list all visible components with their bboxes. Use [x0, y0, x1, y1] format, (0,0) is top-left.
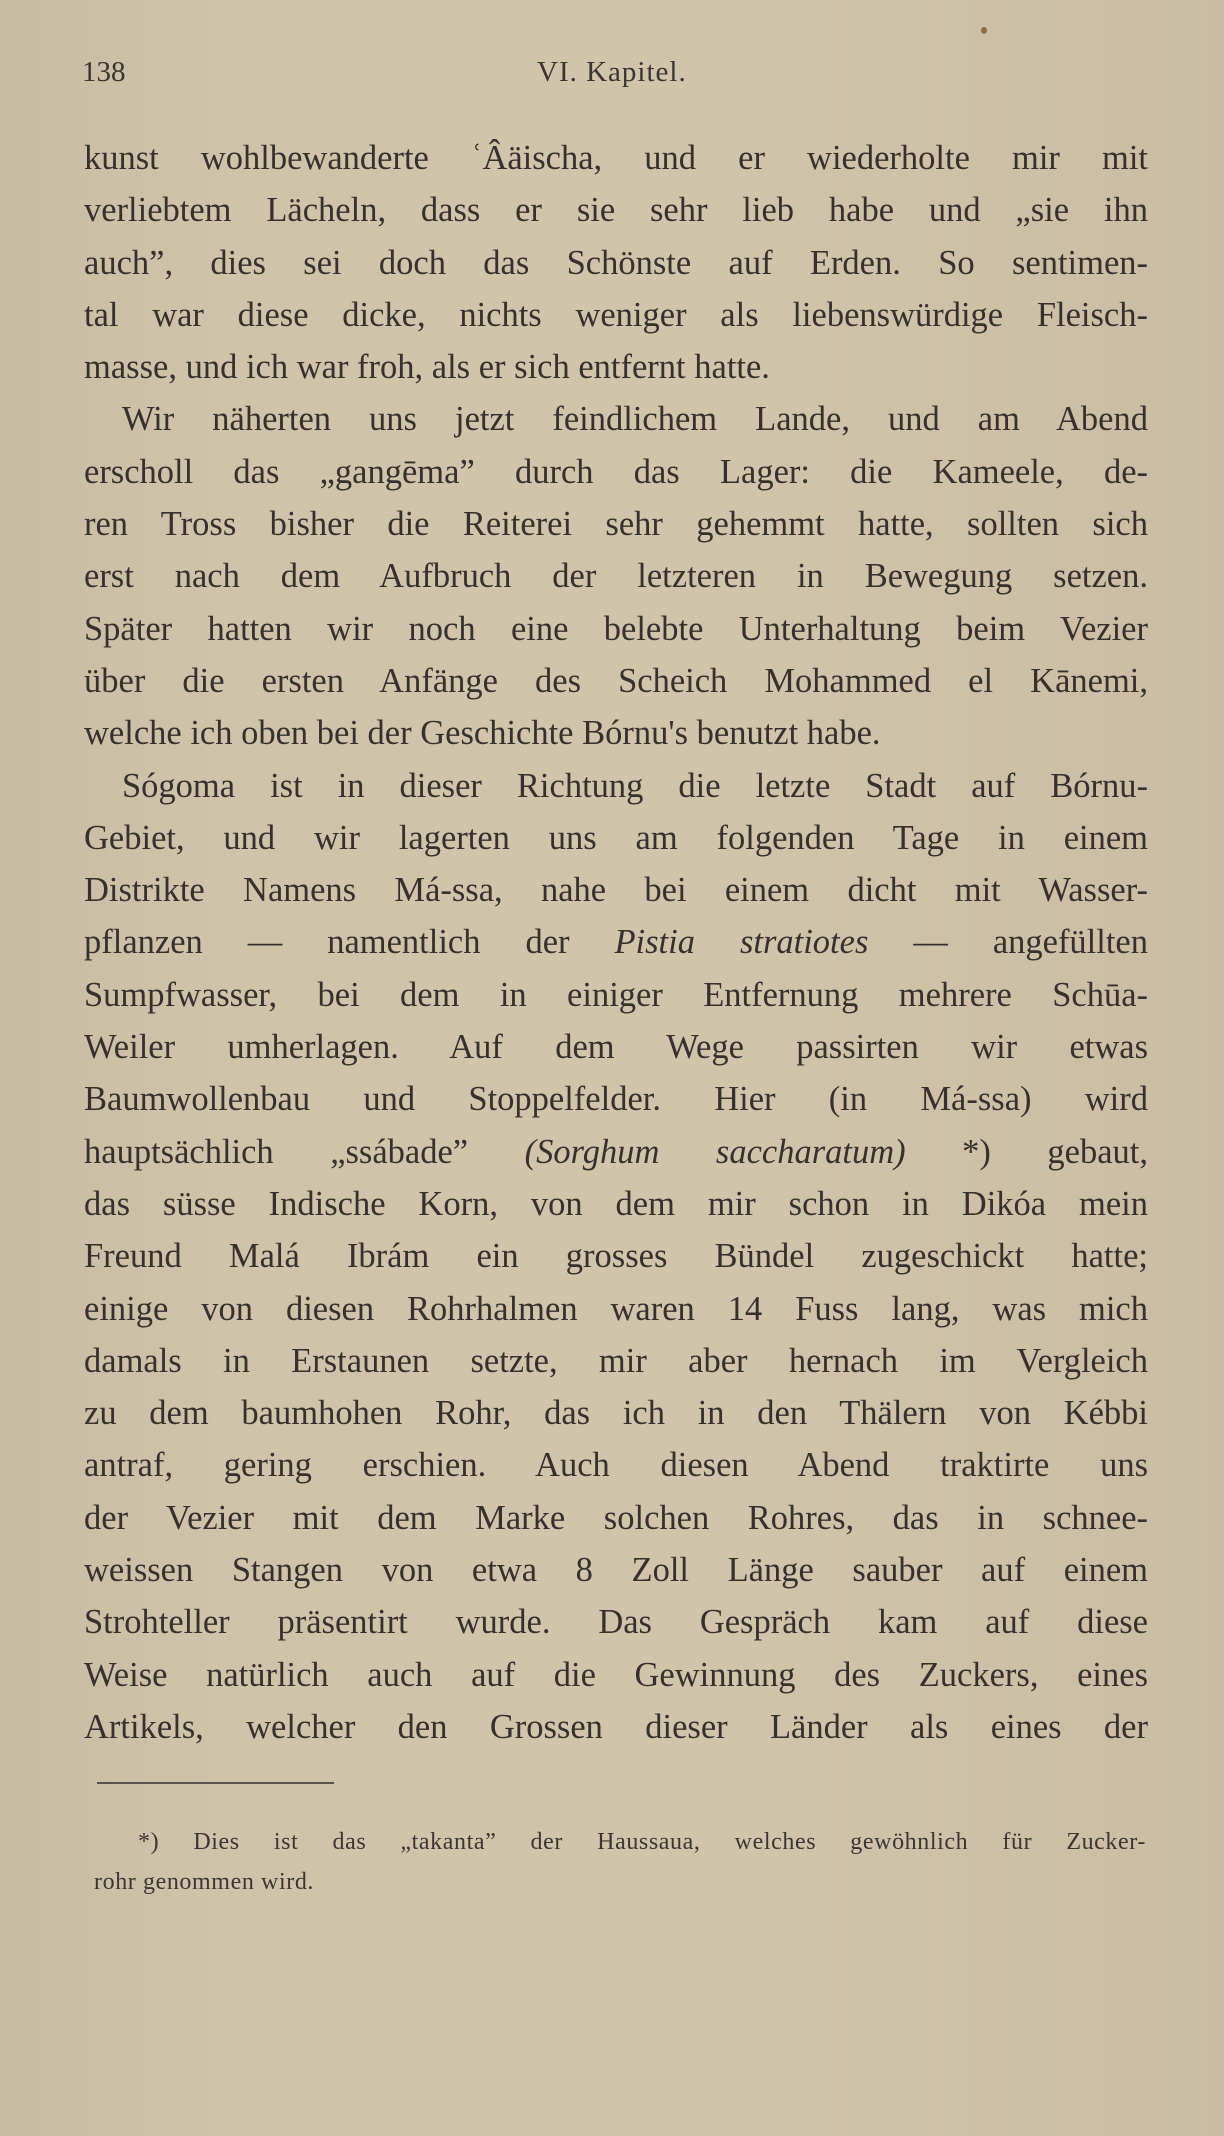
text-line: Weiler umherlagen. Auf dem Wege passirten wir etwas — [84, 1028, 1148, 1067]
italic-term: Pistia stratiotes — [614, 923, 869, 962]
footnote-line: rohr genommen wird. — [94, 1869, 315, 1895]
text-line: antraf, gering erschien. Auch diesen Abend traktirte uns — [84, 1446, 1148, 1485]
text-line: welche ich oben bei der Geschichte Bórnu's benutzt habe. — [84, 714, 881, 753]
text-line: damals in Erstaunen setzte, mir aber hernach im Vergleich — [84, 1341, 1148, 1380]
text-line: Distrikte Namens Má-ssa, nahe bei einem dicht mit Wasser- — [84, 871, 1148, 910]
page-header — [82, 56, 1142, 96]
text-line: auch”, dies sei doch das Schönste auf Erden. So sentimen- — [84, 243, 1148, 282]
text-line-with-italic — [84, 916, 1148, 968]
text-line: erscholl das „gangēma” durch das Lager: die Kameele, de- — [84, 452, 1148, 491]
text-line: Später hatten wir noch eine belebte Unterhaltung beim Vezier — [84, 609, 1148, 648]
text-line: zu dem baumhohen Rohr, das ich in den Thälern von Kébbi — [84, 1394, 1148, 1433]
page-number: 138 — [82, 56, 126, 88]
footnote — [94, 1822, 1146, 1902]
text-line-with-italic — [84, 1126, 1148, 1178]
text-line: Freund Malá Ibrám ein grosses Bündel zugeschickt hatte; — [84, 1237, 1148, 1276]
text-line: das süsse Indische Korn, von dem mir schon in Dikóa mein — [84, 1184, 1148, 1223]
text-line: Baumwollenbau und Stoppelfelder. Hier (in Má-ssa) wird — [84, 1080, 1148, 1119]
text-line: Wir näherten uns jetzt feindlichem Lande, und am Abend — [122, 400, 1148, 439]
ink-speck — [981, 27, 987, 34]
text-segment: — angefüllten — [868, 923, 1148, 962]
text-segment: hauptsächlich „ssábade” — [84, 1132, 525, 1171]
text-line: Gebiet, und wir lagerten uns am folgenden Tage in einem — [84, 818, 1148, 857]
footnote-reference: *) gebaut, — [905, 1132, 1148, 1171]
italic-term: (Sorghum saccharatum) — [524, 1132, 906, 1171]
text-line: Artikels, welcher den Grossen dieser Länder als eines der — [84, 1707, 1148, 1746]
footnote-line: *) Dies ist das „takanta” der Haussaua, welches gewöhnlich für Zucker- — [138, 1829, 1146, 1855]
footnote-divider — [97, 1782, 334, 1784]
text-line: Sógoma ist in dieser Richtung die letzte Stadt auf Bórnu- — [122, 766, 1148, 805]
text-line: einige von diesen Rohrhalmen waren 14 Fuss lang, was mich — [84, 1289, 1148, 1328]
text-line: über die ersten Anfänge des Scheich Mohammed el Kānemi, — [84, 661, 1148, 700]
text-line: verliebtem Lächeln, dass er sie sehr lieb habe und „sie ihn — [84, 191, 1148, 230]
running-head: VI. Kapitel. — [537, 56, 687, 88]
text-line: Sumpfwasser, bei dem in einiger Entfernung mehrere Schūa- — [84, 975, 1148, 1014]
text-line: Strohteller präsentirt wurde. Das Gespräch kam auf diese — [84, 1603, 1148, 1642]
text-segment: pflanzen — namentlich der — [84, 923, 615, 962]
body-text — [84, 132, 1148, 1753]
text-line: erst nach dem Aufbruch der letzteren in Bewegung setzen. — [84, 557, 1148, 596]
text-line: tal war diese dicke, nichts weniger als liebenswürdige Fleisch- — [84, 295, 1148, 334]
text-line: weissen Stangen von etwa 8 Zoll Länge sauber auf einem — [84, 1551, 1148, 1590]
text-line: ren Tross bisher die Reiterei sehr gehemmt hatte, sollten sich — [84, 505, 1148, 544]
text-line: der Vezier mit dem Marke solchen Rohres, das in schnee- — [84, 1498, 1148, 1537]
text-line: Weise natürlich auch auf die Gewinnung des Zuckers, eines — [84, 1655, 1148, 1694]
text-line: kunst wohlbewanderte ʿÂäischa, und er wiederholte mir mit — [84, 139, 1148, 177]
text-line: masse, und ich war froh, als er sich entfernt hatte. — [84, 348, 770, 387]
